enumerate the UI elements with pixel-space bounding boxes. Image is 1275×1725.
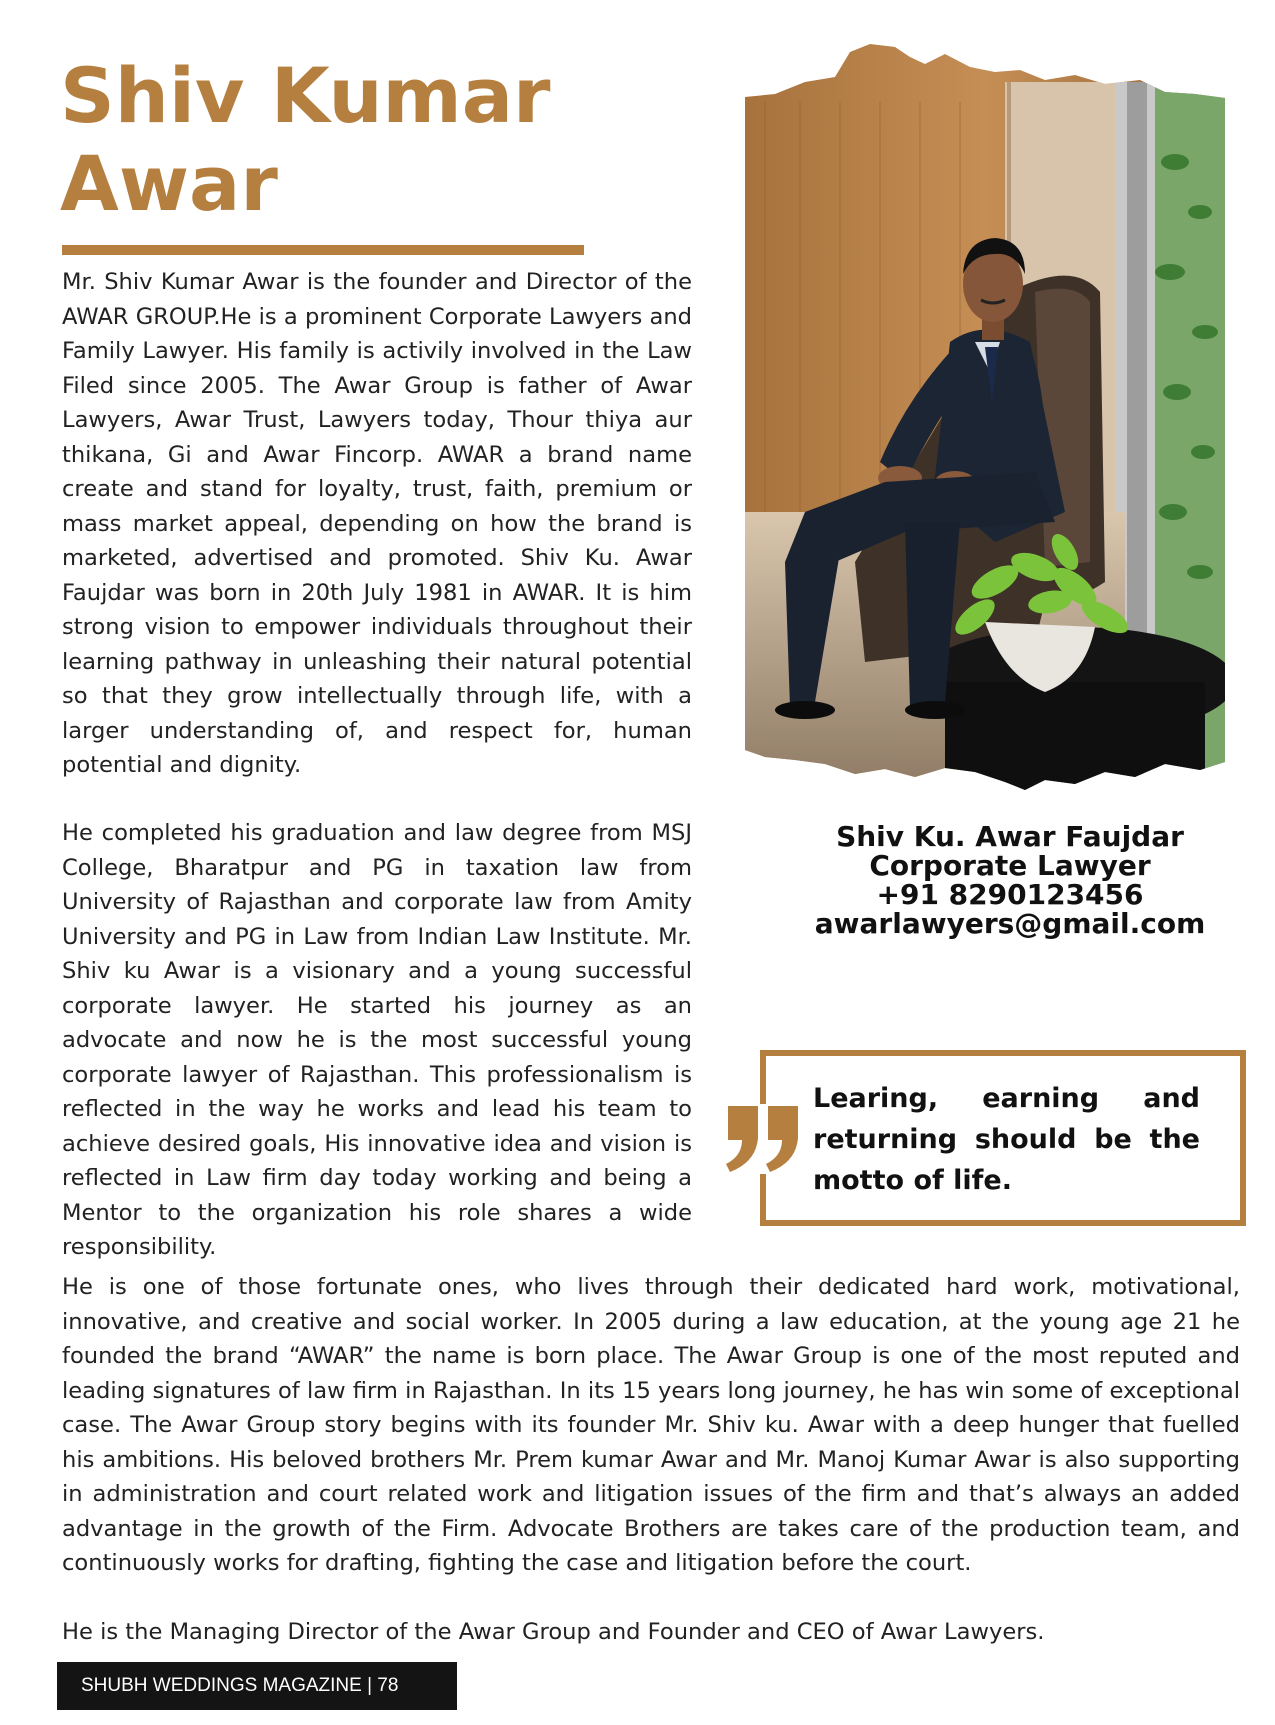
contact-email: awarlawyers@gmail.com bbox=[814, 907, 1206, 940]
quote-text: Learing, earning and returning should be the motto of life. bbox=[813, 1083, 1200, 1196]
contact-block bbox=[790, 822, 1230, 938]
quote-mark-icon bbox=[722, 1104, 804, 1174]
title-line-1: Shiv Kumar bbox=[60, 51, 551, 140]
page-title bbox=[60, 52, 551, 228]
bio-paragraph-4: He is the Managing Director of the Awar Group and Founder and CEO of Awar Lawyers. bbox=[62, 1619, 1045, 1645]
bio-paragraph-1: Mr. Shiv Kumar Awar is the founder and Director of the AWAR GROUP.He is a prominent Corporate Lawyers and Family Lawyer. His family is activily involved in the Law Filed since 2005. The Awar Group is father of Awar Lawyers, Awar Trust, Lawyers today, Thour thiya aur thikana, Gi and Awar Fincorp. AWAR a brand name create and stand for loyalty, trust, faith, premium or mass market appeal, depending on how the brand is marketed, advertised and promoted. Shiv Ku. Awar Faujdar was born in 20th July 1981 in AWAR. It is him strong vision to empower individuals throughout their learning pathway in unleashing their natural potential so that they grow intellectually through life, with a larger understanding of, and respect for, human potential and dignity. bbox=[62, 269, 692, 778]
contact-name: Shiv Ku. Awar Faujdar bbox=[836, 820, 1184, 853]
title-underline bbox=[62, 245, 584, 255]
portrait-photo bbox=[745, 42, 1225, 792]
footer-page-label: SHUBH WEDDINGS MAGAZINE | 78 bbox=[57, 1662, 457, 1710]
bio-paragraph-2: He completed his graduation and law degree from MSJ College, Bharatpur and PG in taxation law from University of Rajasthan and corporate law from Amity University and PG in Law from Indian Law Institute. Mr. Shiv ku Awar is a visionary and a young successful corporate lawyer. He started his journey as an advocate and now he is the most successful young corporate lawyer of Rajasthan. This professionalism is reflected in the way he works and lead his team to achieve desired goals, His innovative idea and vision is reflected in Law firm day today working and being a Mentor to the organization his role shares a wide responsibility. bbox=[62, 820, 692, 1260]
contact-phone: +91 8290123456 bbox=[876, 878, 1144, 911]
bio-paragraph-3: He is one of those fortunate ones, who lives through their dedicated hard work, motivational, innovative, and creative and social worker. In 2005 during a law education, at the young age 21 he founded the brand “AWAR” the name is born place. The Awar Group is one of the most reputed and leading signatures of law firm in Rajasthan. In its 15 years long journey, he has win some of exceptional case. The Awar Group story begins with its founder Mr. Shiv ku. Awar with a deep hunger that fuelled his ambitions. His beloved brothers Mr. Prem kumar Awar and Mr. Manoj Kumar Awar is also supporting in administration and court related work and litigation issues of the firm and that’s always an added advantage in the growth of the Firm. Advocate Brothers are takes care of the production team, and continuously works for drafting, fighting the case and litigation before the court. bbox=[62, 1274, 1240, 1576]
contact-role: Corporate Lawyer bbox=[869, 849, 1151, 882]
title-line-2: Awar bbox=[60, 139, 278, 228]
